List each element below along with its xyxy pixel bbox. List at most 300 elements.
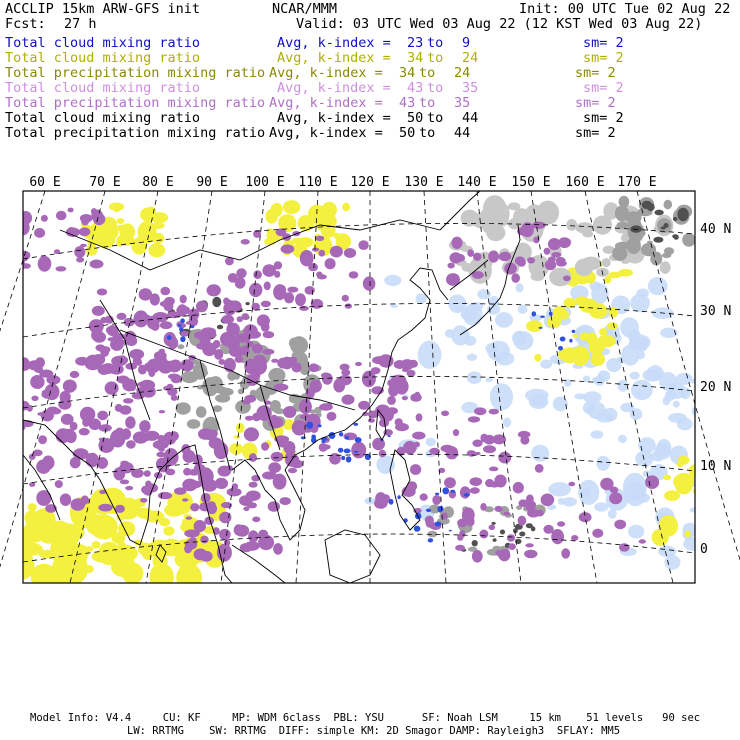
purple-cloud [31,396,38,402]
latitude-label: 40 N [700,222,732,237]
dark-cloud [677,208,688,221]
purple-cloud [123,398,133,403]
yellow-cloud [146,207,155,217]
gray-cloud [612,246,627,261]
legend-to: to [427,110,444,126]
legend-avg-label: Avg, k-index = [277,110,391,126]
blue-cloud [180,336,185,342]
purple-cloud [144,431,159,441]
light-blue-cloud [513,331,533,350]
blue-cloud [301,436,306,439]
legend-avg-label: Avg, k-index = [277,35,391,51]
blue-cloud [345,436,349,440]
purple-cloud [494,475,506,488]
light-blue-cloud [548,482,571,496]
longitude-label: 120 E [350,175,390,190]
light-blue-cloud [648,277,668,295]
legend-k-to: 35 [454,95,471,111]
purple-cloud [117,313,127,320]
purple-cloud [49,408,61,414]
yellow-cloud [675,473,694,495]
purple-cloud [108,337,115,341]
purple-cloud [499,549,511,561]
yellow-cloud [678,456,690,465]
yellow-cloud [48,521,72,547]
purple-cloud [75,357,89,366]
blue-cloud [532,311,537,316]
purple-cloud [447,263,454,269]
light-blue-cloud [628,525,644,539]
longitude-labels [29,175,656,190]
legend-avg-label: Avg, k-index = [277,80,391,96]
yellow-cloud [117,218,125,224]
legend-k-from: 34 [399,65,416,81]
light-blue-cloud [598,370,611,381]
gray-cloud [617,222,629,229]
yellow-cloud [605,276,612,284]
blue-cloud [306,422,313,429]
gray-cloud [576,222,594,233]
purple-cloud [242,399,251,404]
purple-cloud [33,450,43,457]
purple-cloud [271,415,277,419]
purple-cloud [470,477,483,486]
purple-cloud [249,453,257,462]
purple-cloud [214,442,229,459]
purple-cloud [261,442,269,451]
purple-cloud [285,454,299,467]
purple-cloud [131,469,144,478]
light-blue-cloud [477,289,491,299]
light-blue-cloud [558,498,564,505]
legend-to: to [419,125,436,141]
light-blue-cloud [591,430,604,438]
light-blue-cloud [416,294,427,304]
blue-cloud [318,424,322,427]
purple-cloud [305,286,315,295]
purple-cloud [196,343,209,350]
blue-cloud [346,456,352,462]
light-blue-cloud [608,509,617,519]
purple-cloud [186,516,192,519]
coastline [325,530,380,583]
longitude-label: 150 E [511,175,551,190]
center-label: NCAR/MMM [272,1,338,17]
purple-cloud [507,534,515,542]
purple-cloud [96,457,108,469]
init-time: Init: 00 UTC Tue 02 Aug 22 [519,1,731,17]
purple-cloud [81,495,89,504]
yellow-cloud [39,550,56,559]
purple-cloud [473,253,482,261]
purple-cloud [234,524,244,535]
yellow-cloud [526,320,543,332]
purple-cloud [160,287,170,295]
purple-cloud [263,331,274,338]
dark-cloud [654,210,663,216]
purple-cloud [140,498,147,503]
purple-cloud [166,361,179,368]
legend-avg-label: Avg, k-index = [269,65,383,81]
dark-cloud [500,530,505,535]
light-blue-cloud [376,455,395,474]
yellow-cloud [607,322,618,329]
purple-cloud [226,323,240,337]
yellow-cloud [150,563,174,592]
purple-cloud [289,357,298,364]
purple-cloud [80,244,87,248]
purple-cloud [185,539,197,549]
purple-cloud [295,293,306,306]
purple-cloud [70,371,80,378]
yellow-cloud [90,515,118,540]
purple-cloud [525,543,533,547]
purple-cloud [474,407,486,415]
yellow-cloud [18,553,33,568]
yellow-cloud [265,209,277,224]
light-blue-cloud [630,372,640,380]
legend-field-name: Total precipitation mixing ratio [5,95,266,111]
purple-cloud [541,494,555,507]
yellow-cloud [283,200,300,214]
purple-cloud [235,277,246,289]
legend-k-to: 24 [462,50,479,66]
purple-cloud [529,502,536,507]
yellow-cloud [534,354,541,362]
light-blue-cloud [620,317,639,337]
light-blue-cloud [490,383,513,410]
purple-cloud [457,519,467,528]
purple-cloud [139,420,150,432]
blue-cloud [451,490,456,493]
purple-cloud [215,478,228,489]
purple-cloud [300,250,314,266]
legend-avg-label: Avg, k-index = [269,95,383,111]
purple-cloud [138,365,147,375]
purple-cloud [18,359,31,371]
purple-cloud [425,516,434,525]
legend-k-to: 35 [462,80,479,96]
light-blue-cloud [451,325,469,345]
purple-cloud [38,435,47,444]
yellow-cloud [234,435,241,438]
purple-cloud [219,359,226,365]
dark-cloud [672,234,678,238]
valid-time: Valid: 03 UTC Wed 03 Aug 22 (12 KST Wed 03 Aug 22) [296,16,703,32]
purple-cloud [46,375,60,385]
light-blue-cloud [467,354,477,361]
blue-cloud [397,495,400,499]
purple-cloud [280,497,291,505]
purple-cloud [207,501,216,509]
purple-cloud [488,250,499,262]
blue-cloud [539,327,543,329]
blue-cloud [569,339,572,343]
purple-cloud [253,270,262,279]
legend-to: to [427,80,444,96]
blue-cloud [464,493,470,497]
legend-field-name: Total cloud mixing ratio [5,50,201,66]
purple-cloud [325,258,336,269]
purple-cloud [494,506,502,512]
light-blue-cloud [581,489,590,497]
legend-to: to [427,50,444,66]
purple-cloud [58,399,71,410]
yellow-cloud [86,245,98,256]
light-blue-cloud [531,445,549,462]
purple-cloud [209,430,218,438]
purple-cloud [499,252,512,261]
gray-cloud [602,258,611,267]
purple-cloud [68,208,74,213]
gray-cloud [482,217,498,234]
purple-cloud [227,488,242,497]
purple-cloud [327,412,337,421]
gray-cloud [664,200,673,210]
purple-cloud [229,346,244,357]
light-blue-cloud [516,283,524,292]
legend-field-name: Total cloud mixing ratio [5,35,201,51]
blue-cloud [389,499,394,505]
yellow-cloud [92,541,101,549]
purple-cloud [456,254,466,262]
gray-cloud [682,233,695,247]
yellow-cloud [95,228,107,240]
purple-cloud [200,536,208,544]
purple-cloud [479,530,488,539]
light-blue-cloud [630,294,650,313]
purple-cloud [451,237,462,249]
legend-k-from: 50 [407,110,424,126]
light-blue-cloud [486,378,493,383]
purple-cloud [249,283,262,297]
legend-field-name: Total precipitation mixing ratio [5,125,266,141]
yellow-cloud [144,511,165,523]
yellow-cloud [579,299,597,313]
purple-cloud [619,543,630,551]
purple-cloud [483,445,496,453]
yellow-cloud [580,332,590,340]
blue-cloud [354,451,358,453]
gray-cloud [566,219,577,231]
purple-cloud [420,493,428,500]
yellow-cloud [148,243,165,257]
purple-cloud [344,248,356,258]
yellow-cloud [176,564,202,592]
purple-cloud [639,539,646,543]
legend-smoothing: sm= 2 [583,80,624,96]
purple-cloud [472,440,482,447]
light-blue-cloud [574,393,586,399]
light-blue-cloud [692,405,707,417]
purple-cloud [441,411,449,417]
dark-cloud [673,217,678,221]
purple-cloud [561,548,570,558]
dark-cloud [492,522,496,525]
purple-cloud [99,346,111,353]
purple-cloud [107,387,115,391]
purple-cloud [222,315,235,324]
legend-smoothing: sm= 2 [575,95,616,111]
purple-cloud [125,486,133,490]
light-blue-cloud [690,508,698,513]
purple-cloud [544,248,551,255]
gray-cloud [187,419,200,429]
purple-cloud [563,275,571,281]
blue-cloud [435,493,439,496]
purple-cloud [532,222,546,229]
purple-cloud [609,492,622,504]
yellow-cloud [113,208,120,212]
purple-cloud [432,495,441,505]
yellow-cloud [28,503,37,511]
legend-k-to: 9 [462,35,471,51]
light-blue-cloud [629,335,651,350]
yellow-cloud [85,546,93,552]
purple-cloud [568,482,575,487]
purple-cloud [224,539,230,546]
light-blue-cloud [596,456,610,471]
legend-to: to [427,35,444,51]
purple-cloud [244,427,259,441]
yellow-cloud [164,504,184,517]
legend-avg-label: Avg, k-index = [269,125,383,141]
purple-cloud [288,468,297,473]
legend-field-name: Total precipitation mixing ratio [5,65,266,81]
longitude-label: 100 E [245,175,285,190]
purple-cloud [219,529,231,540]
legend-k-from: 50 [399,125,416,141]
purple-cloud [34,228,45,238]
purple-cloud [189,316,199,327]
purple-cloud [480,503,486,511]
purple-cloud [246,374,258,386]
legend-avg-label: Avg, k-index = [277,50,391,66]
yellow-cloud [236,423,245,433]
light-blue-cloud [461,308,477,321]
purple-cloud [322,373,333,385]
purple-cloud [174,487,186,494]
longitude-label: 80 E [142,175,174,190]
light-blue-cloud [638,437,656,453]
purple-cloud [62,429,75,441]
dark-cloud [246,302,250,305]
longitude-label: 160 E [565,175,605,190]
legend-k-from: 43 [407,80,424,96]
blue-cloud [338,448,343,453]
purple-cloud [63,380,77,393]
purple-cloud [489,525,496,531]
purple-cloud [100,317,107,323]
purple-cloud [100,365,111,373]
purple-cloud [412,432,425,440]
purple-cloud [97,411,108,421]
blue-cloud [311,435,316,439]
forecast-label: Fcst: [5,16,46,32]
model-info-line-2: LW: RRTMG SW: RRTMG DIFF: simple KM: 2D Smagor DAMP: Rayleigh3 SFLAY: MM5 [127,725,621,737]
purple-cloud [610,487,619,494]
purple-cloud [97,289,107,296]
light-blue-cloud [553,397,568,412]
purple-cloud [252,413,261,422]
purple-cloud [444,477,456,488]
purple-cloud [151,321,160,331]
blue-cloud [344,449,351,454]
purple-cloud [511,273,520,283]
dark-cloud [643,206,647,209]
purple-cloud [176,306,190,315]
blue-cloud [549,312,553,316]
purple-cloud [126,440,136,448]
gray-cloud [215,394,230,403]
blue-cloud [178,324,182,327]
purple-cloud [30,375,44,389]
light-blue-cloud [583,391,601,403]
purple-cloud [557,521,565,526]
purple-cloud [139,288,153,300]
purple-cloud [536,510,544,517]
purple-cloud [278,285,286,294]
purple-cloud [38,256,52,272]
purple-cloud [271,359,278,363]
purple-cloud [129,385,135,391]
yellow-cloud [599,328,607,336]
purple-cloud [36,490,51,506]
purple-cloud [467,450,476,457]
light-blue-cloud [525,389,549,402]
purple-cloud [556,260,567,266]
purple-cloud [402,396,408,400]
purple-cloud [551,252,561,257]
purple-cloud [159,410,165,413]
yellow-cloud [163,526,174,535]
gray-cloud [581,257,602,271]
purple-cloud [470,487,480,494]
light-blue-cloud [594,502,609,511]
purple-cloud [160,301,167,306]
light-blue-cloud [592,377,598,384]
purple-cloud [241,239,250,245]
purple-cloud [159,349,165,353]
purple-cloud [244,541,259,551]
purple-cloud [283,441,295,454]
purple-cloud [90,260,104,269]
purple-cloud [16,424,26,430]
yellow-cloud [116,239,124,247]
purple-cloud [268,462,281,473]
purple-cloud [395,418,403,426]
longitude-label: 110 E [298,175,338,190]
purple-cloud [115,404,123,412]
purple-cloud [60,493,71,506]
purple-cloud [171,374,182,383]
purple-cloud [207,284,221,296]
purple-cloud [614,520,626,530]
purple-cloud [158,492,172,499]
dark-cloud [472,540,478,546]
purple-cloud [299,306,309,311]
light-blue-cloud [426,438,436,447]
purple-cloud [349,271,359,278]
purple-cloud [115,505,125,513]
light-blue-cloud [467,371,482,384]
legend-smoothing: sm= 2 [583,50,624,66]
purple-cloud [119,340,125,344]
purple-cloud [558,237,571,248]
yellow-cloud [56,547,65,553]
yellow-cloud [562,347,577,363]
purple-cloud [294,363,301,370]
